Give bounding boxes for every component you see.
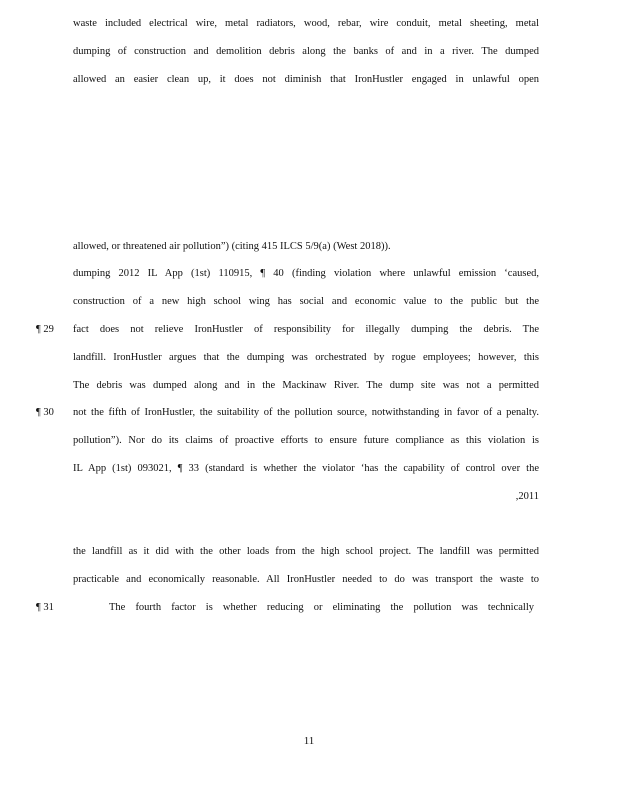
- text-line-4: allowed, or threatened air pollution”) (citing 415 ILCS 5/9(a) (West 2018)).: [73, 241, 391, 252]
- text-line-12: IL App (1st) 093021, ¶ 33 (standard is whether the violator ‘has the capability of control over the: [73, 463, 539, 474]
- paragraph-mark-29: ¶ 29: [36, 324, 54, 335]
- paragraph-mark-30: ¶ 30: [36, 407, 54, 418]
- paragraph-mark-31: ¶ 31: [36, 602, 54, 613]
- text-line-15: practicable and economically reasonable. All IronHustler needed to do was transport the waste to: [73, 574, 539, 585]
- text-line-9: The debris was dumped along and in the Mackinaw River. The dump site was not a permitted: [73, 380, 539, 391]
- text-line-1: waste included electrical wire, metal radiators, wood, rebar, wire conduit, metal sheeting, metal: [73, 18, 539, 29]
- text-line-3: allowed an easier clean up, it does not diminish that IronHustler engaged in unlawful open: [73, 74, 539, 85]
- text-line-11: pollution”). Nor do its claims of proactive efforts to ensure future compliance as this violation is: [73, 435, 539, 446]
- text-line-8: landfill. IronHustler argues that the dumping was orchestrated by rogue employees; however, this: [73, 352, 539, 363]
- text-line-2: dumping of construction and demolition debris along the banks of and in a river. The dumped: [73, 46, 539, 57]
- page-number: 11: [303, 735, 315, 747]
- text-line-6: construction of a new high school wing has social and economic value to the public but the: [73, 296, 539, 307]
- text-line-5: dumping 2012 IL App (1st) 110915, ¶ 40 (finding violation where unlawful emission ‘caused,: [73, 268, 539, 279]
- text-line-10: not the fifth of IronHustler, the suitability of the pollution source, notwithstanding in favor of a penalty.: [73, 407, 539, 418]
- text-line-16: The fourth factor is whether reducing or eliminating the pollution was technically: [109, 602, 534, 613]
- text-line-14: the landfill as it did with the other loads from the high school project. The landfill was permitted: [73, 546, 539, 557]
- text-line-13: ,2011: [515, 491, 539, 502]
- text-line-7: fact does not relieve IronHustler of responsibility for illegally dumping the debris. The: [73, 324, 539, 335]
